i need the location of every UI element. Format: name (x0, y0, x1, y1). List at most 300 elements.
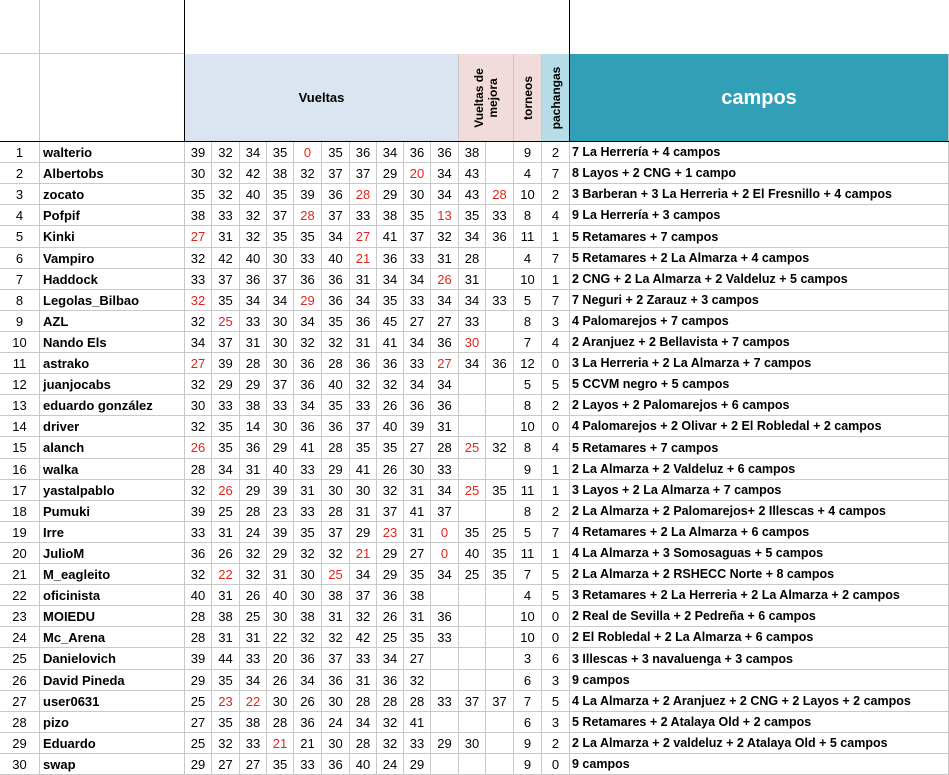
round-score[interactable]: 38 (322, 585, 350, 606)
campos-value[interactable]: 4 La Almarza + 3 Somosaguas + 5 campos (570, 543, 949, 564)
player-name[interactable]: Vampiro (40, 248, 185, 269)
round-score[interactable]: 24 (322, 712, 350, 733)
campos-value[interactable]: 2 Aranjuez + 2 Bellavista + 7 campos (570, 332, 949, 353)
round-score[interactable]: 32 (322, 332, 350, 353)
vueltas-header[interactable]: Vueltas (185, 54, 459, 142)
round-score[interactable]: 30 (267, 332, 294, 353)
campos-value[interactable]: 2 La Almarza + 2 RSHECC Norte + 8 campos (570, 564, 949, 585)
round-score[interactable]: 36 (350, 142, 377, 163)
round-score[interactable]: 35 (212, 437, 240, 459)
round-score[interactable]: 25 (185, 733, 212, 754)
pachangas-value[interactable]: 0 (542, 416, 570, 437)
round-score[interactable]: 28 (322, 353, 350, 374)
round-score[interactable]: 32 (212, 184, 240, 205)
round-score[interactable]: 21 (350, 248, 377, 269)
round-score[interactable] (431, 670, 459, 691)
round-score[interactable]: 34 (294, 395, 322, 416)
round-score[interactable]: 32 (212, 142, 240, 163)
pachangas-value[interactable]: 3 (542, 311, 570, 332)
round-score[interactable]: 26 (377, 395, 404, 416)
round-score[interactable]: 28 (185, 459, 212, 480)
round-score[interactable]: 33 (212, 205, 240, 226)
round-score[interactable]: 34 (350, 712, 377, 733)
round-score[interactable]: 35 (212, 712, 240, 733)
round-score[interactable]: 31 (404, 480, 431, 501)
round-score[interactable]: 35 (294, 522, 322, 543)
mejora-score[interactable]: 28 (459, 248, 486, 269)
pachangas-value[interactable]: 2 (542, 501, 570, 522)
round-score[interactable]: 28 (294, 205, 322, 226)
round-score[interactable]: 32 (185, 374, 212, 395)
round-score[interactable]: 40 (240, 184, 267, 205)
round-score[interactable]: 32 (294, 332, 322, 353)
round-score[interactable]: 30 (404, 459, 431, 480)
mejora-score[interactable]: 36 (486, 353, 514, 374)
round-score[interactable]: 29 (267, 437, 294, 459)
round-score[interactable]: 20 (267, 648, 294, 670)
mejora-score[interactable]: 33 (459, 311, 486, 332)
torneos-value[interactable]: 8 (514, 437, 542, 459)
player-name[interactable]: Pumuki (40, 501, 185, 522)
round-score[interactable]: 42 (240, 163, 267, 184)
round-score[interactable]: 32 (240, 543, 267, 564)
round-score[interactable]: 14 (240, 416, 267, 437)
round-score[interactable]: 40 (267, 459, 294, 480)
round-score[interactable]: 37 (350, 416, 377, 437)
player-name[interactable]: JulioM (40, 543, 185, 564)
round-score[interactable]: 24 (240, 522, 267, 543)
round-score[interactable]: 31 (404, 606, 431, 627)
row-number[interactable]: 15 (0, 437, 40, 459)
round-score[interactable]: 21 (350, 543, 377, 564)
round-score[interactable]: 37 (322, 522, 350, 543)
round-score[interactable]: 36 (350, 353, 377, 374)
pachangas-value[interactable]: 1 (542, 459, 570, 480)
round-score[interactable]: 25 (240, 606, 267, 627)
campos-value[interactable]: 4 Palomarejos + 7 campos (570, 311, 949, 332)
round-score[interactable]: 35 (322, 142, 350, 163)
campos-value[interactable]: 8 Layos + 2 CNG + 1 campo (570, 163, 949, 184)
player-name[interactable]: yastalpablo (40, 480, 185, 501)
campos-value[interactable]: 9 La Herrería + 3 campos (570, 205, 949, 226)
campos-value[interactable]: 2 El Robledal + 2 La Almarza + 6 campos (570, 627, 949, 648)
round-score[interactable]: 37 (322, 205, 350, 226)
row-number[interactable]: 4 (0, 205, 40, 226)
campos-value[interactable]: 5 Retamares + 7 campos (570, 437, 949, 459)
mejora-score[interactable]: 35 (459, 205, 486, 226)
row-number[interactable]: 22 (0, 585, 40, 606)
round-score[interactable]: 27 (185, 712, 212, 733)
mejora-score[interactable]: 38 (459, 142, 486, 163)
torneos-value[interactable]: 11 (514, 226, 542, 248)
pachangas-value[interactable]: 2 (542, 142, 570, 163)
round-score[interactable]: 36 (322, 670, 350, 691)
row-number[interactable]: 18 (0, 501, 40, 522)
torneos-value[interactable]: 8 (514, 395, 542, 416)
mejora-score[interactable]: 34 (459, 290, 486, 311)
mejora-score[interactable] (459, 374, 486, 395)
round-score[interactable]: 33 (350, 648, 377, 670)
torneos-header[interactable] (514, 54, 542, 142)
campos-value[interactable]: 2 Real de Sevilla + 2 Pedreña + 6 campos (570, 606, 949, 627)
round-score[interactable]: 26 (212, 480, 240, 501)
round-score[interactable]: 33 (294, 248, 322, 269)
mejora-score[interactable] (459, 501, 486, 522)
round-score[interactable]: 29 (350, 522, 377, 543)
round-score[interactable]: 28 (350, 184, 377, 205)
round-score[interactable]: 30 (267, 311, 294, 332)
pachangas-value[interactable]: 7 (542, 163, 570, 184)
round-score[interactable]: 33 (404, 290, 431, 311)
round-score[interactable]: 40 (185, 585, 212, 606)
round-score[interactable]: 28 (431, 437, 459, 459)
player-name[interactable]: AZL (40, 311, 185, 332)
mejora-score[interactable]: 40 (459, 543, 486, 564)
campos-value[interactable]: 5 Retamares + 2 Atalaya Old + 2 campos (570, 712, 949, 733)
round-score[interactable]: 41 (350, 459, 377, 480)
round-score[interactable]: 44 (212, 648, 240, 670)
mejora-score[interactable]: 31 (459, 269, 486, 290)
round-score[interactable]: 20 (404, 163, 431, 184)
round-score[interactable]: 33 (240, 733, 267, 754)
round-score[interactable]: 36 (294, 269, 322, 290)
round-score[interactable]: 36 (322, 416, 350, 437)
pachangas-value[interactable]: 3 (542, 670, 570, 691)
round-score[interactable]: 26 (212, 543, 240, 564)
round-score[interactable]: 32 (431, 226, 459, 248)
row-number[interactable]: 2 (0, 163, 40, 184)
round-score[interactable]: 41 (294, 437, 322, 459)
mejora-score[interactable] (459, 712, 486, 733)
round-score[interactable]: 31 (322, 606, 350, 627)
row-number[interactable]: 27 (0, 691, 40, 712)
player-name[interactable]: walterio (40, 142, 185, 163)
round-score[interactable]: 31 (240, 459, 267, 480)
player-name[interactable]: astrako (40, 353, 185, 374)
row-number[interactable]: 14 (0, 416, 40, 437)
pachangas-value[interactable]: 4 (542, 332, 570, 353)
round-score[interactable]: 35 (185, 184, 212, 205)
round-score[interactable]: 38 (185, 205, 212, 226)
round-score[interactable]: 27 (212, 754, 240, 775)
round-score[interactable]: 32 (240, 205, 267, 226)
campos-value[interactable]: 2 La Almarza + 2 valdeluz + 2 Atalaya Old + 5 campos (570, 733, 949, 754)
round-score[interactable]: 29 (185, 670, 212, 691)
torneos-value[interactable]: 8 (514, 311, 542, 332)
round-score[interactable]: 30 (267, 691, 294, 712)
pachangas-value[interactable]: 2 (542, 733, 570, 754)
round-score[interactable]: 32 (377, 480, 404, 501)
round-score[interactable]: 23 (267, 501, 294, 522)
mejora-score[interactable]: 34 (459, 226, 486, 248)
round-score[interactable]: 25 (212, 501, 240, 522)
round-score[interactable]: 34 (267, 290, 294, 311)
torneos-value[interactable]: 9 (514, 733, 542, 754)
round-score[interactable] (431, 585, 459, 606)
round-score[interactable]: 33 (185, 269, 212, 290)
torneos-value[interactable]: 9 (514, 142, 542, 163)
round-score[interactable]: 33 (350, 395, 377, 416)
round-score[interactable]: 29 (377, 564, 404, 585)
pachangas-value[interactable]: 1 (542, 543, 570, 564)
round-score[interactable]: 34 (377, 142, 404, 163)
torneos-value[interactable]: 10 (514, 269, 542, 290)
round-score[interactable]: 23 (212, 691, 240, 712)
round-score[interactable]: 21 (294, 733, 322, 754)
player-name[interactable]: Kinki (40, 226, 185, 248)
row-number[interactable]: 17 (0, 480, 40, 501)
row-number[interactable]: 20 (0, 543, 40, 564)
round-score[interactable]: 40 (322, 374, 350, 395)
row-number[interactable]: 11 (0, 353, 40, 374)
round-score[interactable]: 26 (431, 269, 459, 290)
round-score[interactable]: 41 (377, 226, 404, 248)
round-score[interactable]: 27 (240, 754, 267, 775)
empty-header-cell[interactable] (40, 0, 185, 54)
torneos-value[interactable]: 4 (514, 585, 542, 606)
mejora-score[interactable]: 25 (459, 437, 486, 459)
round-score[interactable]: 34 (240, 142, 267, 163)
row-number[interactable]: 5 (0, 226, 40, 248)
mejora-score[interactable] (459, 395, 486, 416)
player-name[interactable]: David Pineda (40, 670, 185, 691)
round-score[interactable]: 33 (431, 459, 459, 480)
round-score[interactable]: 36 (377, 353, 404, 374)
mejora-score[interactable]: 30 (459, 332, 486, 353)
round-score[interactable]: 25 (377, 627, 404, 648)
round-score[interactable]: 38 (240, 395, 267, 416)
mejora-score[interactable] (486, 374, 514, 395)
player-name[interactable]: Haddock (40, 269, 185, 290)
round-score[interactable]: 29 (294, 290, 322, 311)
round-score[interactable]: 31 (431, 416, 459, 437)
round-score[interactable]: 33 (404, 248, 431, 269)
round-score[interactable]: 29 (212, 374, 240, 395)
round-score[interactable]: 45 (377, 311, 404, 332)
round-score[interactable]: 35 (404, 627, 431, 648)
mejora-score[interactable] (459, 627, 486, 648)
torneos-value[interactable]: 6 (514, 670, 542, 691)
round-score[interactable]: 30 (267, 606, 294, 627)
row-number[interactable]: 28 (0, 712, 40, 733)
round-score[interactable]: 40 (240, 248, 267, 269)
round-score[interactable]: 34 (377, 648, 404, 670)
mejora-score[interactable]: 25 (459, 564, 486, 585)
round-score[interactable]: 33 (294, 754, 322, 775)
round-score[interactable]: 32 (350, 606, 377, 627)
player-name[interactable]: Danielovich (40, 648, 185, 670)
torneos-value[interactable]: 6 (514, 712, 542, 733)
round-score[interactable]: 29 (404, 754, 431, 775)
pachangas-value[interactable]: 0 (542, 606, 570, 627)
round-score[interactable]: 35 (212, 670, 240, 691)
row-number[interactable]: 10 (0, 332, 40, 353)
round-score[interactable]: 37 (267, 205, 294, 226)
round-score[interactable]: 40 (350, 754, 377, 775)
round-score[interactable]: 36 (240, 437, 267, 459)
campos-value[interactable]: 3 La Herreria + 2 La Almarza + 7 campos (570, 353, 949, 374)
torneos-value[interactable]: 8 (514, 501, 542, 522)
row-number[interactable]: 6 (0, 248, 40, 269)
round-score[interactable]: 36 (294, 416, 322, 437)
round-score[interactable]: 34 (404, 332, 431, 353)
pachangas-value[interactable]: 5 (542, 585, 570, 606)
campos-value[interactable]: 9 campos (570, 670, 949, 691)
round-score[interactable]: 33 (212, 395, 240, 416)
pachangas-value[interactable]: 5 (542, 564, 570, 585)
round-score[interactable]: 30 (185, 163, 212, 184)
round-score[interactable]: 34 (431, 163, 459, 184)
round-score[interactable]: 29 (377, 184, 404, 205)
pachangas-value[interactable]: 2 (542, 395, 570, 416)
torneos-value[interactable]: 7 (514, 691, 542, 712)
round-score[interactable]: 37 (212, 332, 240, 353)
round-score[interactable]: 22 (240, 691, 267, 712)
round-score[interactable]: 34 (431, 184, 459, 205)
player-name[interactable]: Nando Els (40, 332, 185, 353)
round-score[interactable]: 29 (322, 459, 350, 480)
campos-value[interactable]: 5 CCVM negro + 5 campos (570, 374, 949, 395)
mejora-score[interactable]: 35 (486, 564, 514, 585)
round-score[interactable]: 33 (350, 205, 377, 226)
round-score[interactable]: 39 (185, 648, 212, 670)
round-score[interactable]: 30 (185, 395, 212, 416)
round-score[interactable]: 36 (377, 248, 404, 269)
round-score[interactable]: 31 (294, 480, 322, 501)
round-score[interactable]: 30 (267, 416, 294, 437)
round-score[interactable]: 27 (404, 648, 431, 670)
round-score[interactable]: 27 (404, 311, 431, 332)
round-score[interactable]: 33 (294, 459, 322, 480)
row-number[interactable]: 12 (0, 374, 40, 395)
round-score[interactable]: 22 (267, 627, 294, 648)
round-score[interactable]: 36 (294, 353, 322, 374)
pachangas-value[interactable]: 4 (542, 437, 570, 459)
round-score[interactable]: 30 (267, 353, 294, 374)
pachangas-value[interactable]: 0 (542, 754, 570, 775)
torneos-value[interactable]: 7 (514, 564, 542, 585)
round-score[interactable]: 35 (404, 205, 431, 226)
round-score[interactable]: 25 (212, 311, 240, 332)
mejora-score[interactable] (486, 712, 514, 733)
round-score[interactable]: 36 (377, 585, 404, 606)
mejora-score[interactable]: 35 (486, 543, 514, 564)
pachangas-value[interactable]: 7 (542, 290, 570, 311)
round-score[interactable]: 34 (294, 311, 322, 332)
player-name[interactable]: alanch (40, 437, 185, 459)
round-score[interactable]: 29 (377, 163, 404, 184)
round-score[interactable]: 27 (431, 311, 459, 332)
round-score[interactable]: 32 (185, 311, 212, 332)
campos-value[interactable]: 5 Retamares + 2 La Almarza + 4 campos (570, 248, 949, 269)
round-score[interactable]: 34 (212, 459, 240, 480)
mejora-score[interactable]: 35 (486, 480, 514, 501)
round-score[interactable]: 29 (431, 733, 459, 754)
row-number[interactable]: 8 (0, 290, 40, 311)
mejora-score[interactable] (486, 648, 514, 670)
round-score[interactable]: 33 (404, 353, 431, 374)
torneos-value[interactable]: 5 (514, 374, 542, 395)
round-score[interactable]: 32 (404, 670, 431, 691)
campos-value[interactable]: 4 Retamares + 2 La Almarza + 6 campos (570, 522, 949, 543)
round-score[interactable]: 31 (212, 627, 240, 648)
round-score[interactable]: 35 (404, 564, 431, 585)
campos-value[interactable]: 3 Barberan + 3 La Herreria + 2 El Fresnillo + 4 campos (570, 184, 949, 205)
round-score[interactable]: 36 (240, 269, 267, 290)
round-score[interactable]: 33 (185, 522, 212, 543)
round-score[interactable]: 42 (350, 627, 377, 648)
round-score[interactable]: 35 (322, 395, 350, 416)
mejora-score[interactable] (486, 269, 514, 290)
pachangas-value[interactable]: 6 (542, 648, 570, 670)
round-score[interactable]: 39 (267, 480, 294, 501)
round-score[interactable]: 35 (212, 416, 240, 437)
mejora-score[interactable] (486, 733, 514, 754)
round-score[interactable]: 31 (212, 585, 240, 606)
round-score[interactable]: 36 (322, 754, 350, 775)
round-score[interactable]: 39 (294, 184, 322, 205)
pachangas-value[interactable]: 7 (542, 248, 570, 269)
round-score[interactable]: 28 (404, 691, 431, 712)
round-score[interactable]: 0 (294, 142, 322, 163)
round-score[interactable]: 34 (322, 226, 350, 248)
round-score[interactable]: 27 (185, 226, 212, 248)
round-score[interactable]: 21 (267, 733, 294, 754)
round-score[interactable]: 40 (377, 416, 404, 437)
round-score[interactable]: 35 (377, 290, 404, 311)
round-score[interactable]: 37 (267, 269, 294, 290)
torneos-value[interactable]: 7 (514, 332, 542, 353)
round-score[interactable]: 39 (185, 142, 212, 163)
player-name[interactable]: M_eagleito (40, 564, 185, 585)
round-score[interactable]: 31 (240, 627, 267, 648)
player-name[interactable]: pizo (40, 712, 185, 733)
round-score[interactable]: 39 (404, 416, 431, 437)
round-score[interactable]: 34 (431, 480, 459, 501)
round-score[interactable]: 38 (377, 205, 404, 226)
round-score[interactable]: 32 (350, 374, 377, 395)
campos-value[interactable]: 2 La Almarza + 2 Palomarejos+ 2 Illescas + 4 campos (570, 501, 949, 522)
round-score[interactable]: 32 (185, 290, 212, 311)
torneos-value[interactable]: 8 (514, 205, 542, 226)
round-score[interactable]: 35 (212, 290, 240, 311)
round-score[interactable]: 36 (404, 142, 431, 163)
round-score[interactable]: 31 (240, 332, 267, 353)
round-score[interactable]: 37 (350, 585, 377, 606)
round-score[interactable]: 34 (350, 290, 377, 311)
mejora-score[interactable] (459, 648, 486, 670)
round-score[interactable]: 41 (404, 501, 431, 522)
player-name[interactable]: zocato (40, 184, 185, 205)
player-name[interactable]: Irre (40, 522, 185, 543)
round-score[interactable] (431, 712, 459, 733)
pachangas-value[interactable]: 4 (542, 205, 570, 226)
player-name[interactable]: eduardo gonzález (40, 395, 185, 416)
torneos-value[interactable]: 10 (514, 416, 542, 437)
mejora-score[interactable] (486, 606, 514, 627)
round-score[interactable]: 31 (212, 226, 240, 248)
torneos-value[interactable]: 9 (514, 459, 542, 480)
round-score[interactable]: 30 (350, 480, 377, 501)
empty-header-cell[interactable] (0, 54, 40, 142)
pachangas-value[interactable]: 1 (542, 226, 570, 248)
round-score[interactable]: 31 (267, 564, 294, 585)
player-name[interactable]: driver (40, 416, 185, 437)
round-score[interactable]: 33 (294, 501, 322, 522)
round-score[interactable]: 35 (294, 226, 322, 248)
round-score[interactable]: 41 (377, 332, 404, 353)
mejora-score[interactable] (459, 459, 486, 480)
